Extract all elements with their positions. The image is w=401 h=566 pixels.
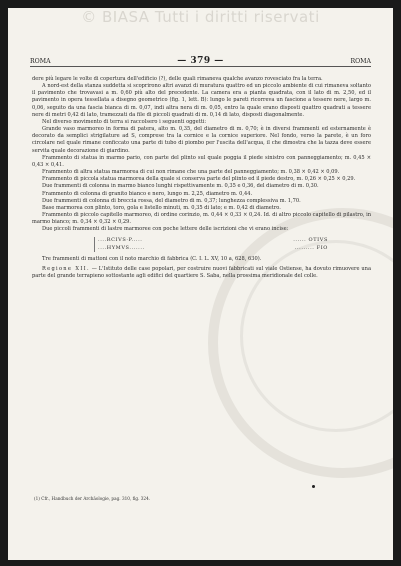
paragraph: A nord-est della stanza suddetta si scoprirono altri avanzi di muratura quattro ed un piccolo ambiente di cui rimaneva soltanto il pavimento che trovavasi a m. 0,60 più alto del precedente. La camera era a pianta quadrata, con il lato di m. 2,50, ed il pavimento in opera tessellata a disegno geometrico (fig. 1, lett. B): lungo le pareti ricorreva un fascione a tessere nere, largo m. 0,06, seguito da una fascia bianca di m. 0,07, indi altra nera di m. 0,05, entro la quale erano disposti quattro quadrati a tessere nere di metri 0,42 di lato, tramezzati da file di piccoli quadrati di m. 0,14 di lato, disposti diagonalmente. bbox=[32, 83, 371, 118]
paragraph: Due frammenti di colonna di breccia rossa, del diametro di m. 0,37; lunghezza complessiva m. 1,70. bbox=[42, 197, 301, 204]
header-rule bbox=[30, 66, 371, 67]
end-mark bbox=[312, 485, 315, 488]
footnote: (1) Cfr., Handbuch der Archäologie, pag. 310, fig. 324. bbox=[34, 496, 151, 501]
inscription-text: ...... OTIVS bbox=[293, 237, 328, 244]
paragraph: Frammento di altra statua marmorea di cui non rimane che una parte del panneggiamento; m. 0,38 × 0,42 × 0,09. bbox=[42, 169, 340, 176]
paragraph: Tre frammenti di mattoni con il noto marchio di fabbrica (C. I. L. XV, 10 a, 628, 630). bbox=[42, 255, 262, 262]
inscription-line bbox=[98, 237, 328, 244]
paragraph: Frammento di piccola statua marmorea della quale si conserva parte del plinto ed il piede destro, m. 0,26 × 0,25 × 0,29. bbox=[42, 176, 356, 183]
paragraph: Frammento di colonna di granito bianco e nero, lungo m. 2,25, diametro m. 0,44. bbox=[42, 190, 253, 197]
running-head bbox=[30, 56, 371, 66]
header-left: ROMA bbox=[30, 58, 51, 65]
paragraph: Frammento di statua in marmo pario, con parte del plinto sul quale poggia il piede sinistro con panneggiamento; m. 0,45 × 0,43 × 0,41. bbox=[32, 154, 371, 168]
paragraph: Frammento di piccolo capitello marmoreo, di ordine corinzio, m. 0,44 × 0,33 × 0,24. Id. di altro piccolo capitello di pilastro, in marmo bianco; m. 0,34 × 0,32 × 0,29. bbox=[32, 211, 371, 226]
inscription-fragments bbox=[94, 237, 371, 251]
inscription-text: ....HYMVS....... bbox=[98, 244, 145, 251]
inscription-line bbox=[98, 245, 328, 252]
paragraph: Due frammenti di colonna in marmo bianco lunghi rispettivamente m. 0,35 e 0,36, del diametro di m. 0,30. bbox=[42, 183, 319, 190]
copyright-watermark: © BIASA Tutti i diritti riservati bbox=[81, 8, 320, 26]
region-label: Regione XII. bbox=[42, 265, 90, 272]
article-body bbox=[32, 76, 371, 280]
inscription-text: ....RCIVS·P..... bbox=[98, 237, 143, 244]
paragraph: Grande vaso marmoreo in forma di patera, alto m. 0,35, del diametro di m. 0,70; è in diversi frammenti ed esternamente è decorato da semplici strigilature ad S, comprese tra la cornice e la cornice superiore. Nel fondo, verso la parete, è un foro circolare nel quale rimane conficcato una parte di tubo di piombo per l'uscita dell'acqua, il che dimostra che la tazza deve essere servita quale decorazione di giardino. bbox=[32, 126, 371, 154]
paragraph: dere più legare le volte di copertura dell'edificio (?), delle quali rimaneva qualche avanzo rovesciato fra la terra. bbox=[32, 76, 323, 82]
header-right: ROMA bbox=[350, 58, 371, 65]
inscription-text: ......... FIO bbox=[294, 244, 328, 251]
region-paragraph bbox=[32, 266, 371, 280]
document-page bbox=[8, 8, 393, 560]
paragraph: Nel diverso movimento di terra si raccolsero i seguenti oggetti: bbox=[42, 118, 207, 125]
paragraph: Base marmorea con plinto, toro, gola e listello minuti, m. 0,35 di lato; e m. 0,42 di diametro. bbox=[42, 204, 281, 211]
paragraph: Due piccoli frammenti di lastre marmoree con poche lettere delle iscrizioni che vi erano incise: bbox=[42, 226, 289, 233]
page-number: — 379 — bbox=[177, 56, 224, 66]
region-text: — L'Istituto delle case popolari, per costruire nuovi fabbricati sul viale Ostiense, ha dovuto rimuovere una parte del grande terrapieno sottostante agli edifici del quartiere S. Saba, nella prossima meridionale del colle. bbox=[32, 265, 372, 280]
